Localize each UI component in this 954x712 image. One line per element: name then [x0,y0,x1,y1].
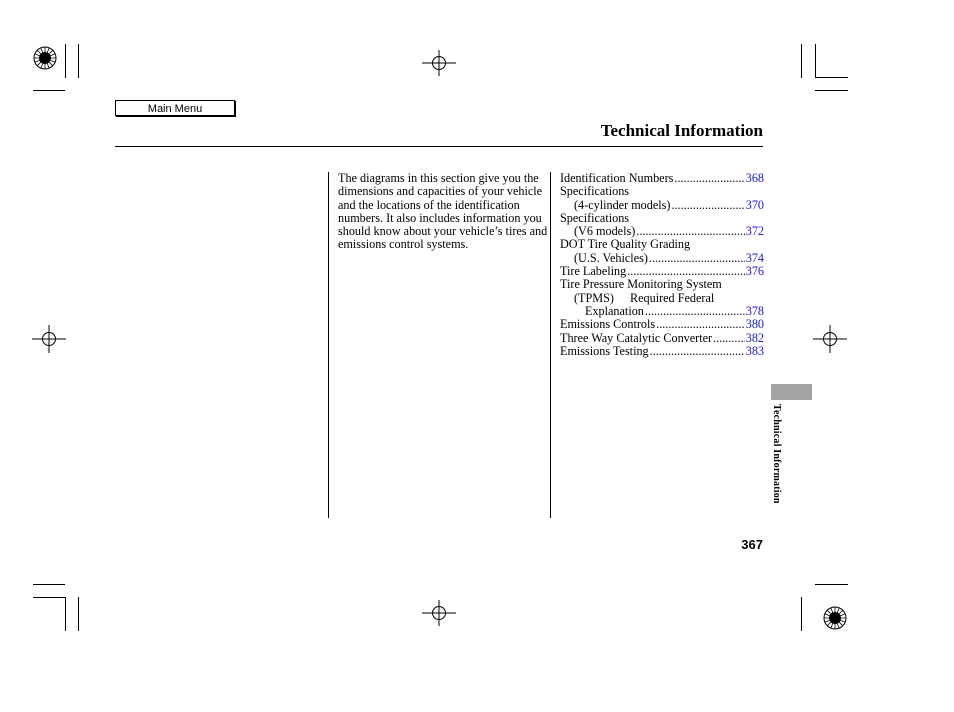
toc-entry-label: Tire Labeling [560,264,627,279]
toc-entry-label: Three Way Catalytic Converter [560,330,713,345]
toc-entry-label: Explanation [585,303,644,318]
toc-entry-label: (4-cylinder models) [574,197,671,212]
toc-entry-label: Specifications [560,210,630,225]
toc-entry-identification-numbers[interactable] [560,172,764,185]
toc-page-link[interactable]: 382 [745,330,764,345]
crop-line [78,597,79,631]
intro-paragraph: The diagrams in this section give you the dimensions and capacities of your vehicle and the locations of the identification numbers. It also includes information you should know about your vehicle’s tires and emissions control systems. [338,171,548,252]
column-divider [550,172,551,518]
registration-target-icon [823,606,847,630]
toc-page-link[interactable]: 383 [745,343,764,358]
toc-entry-dot-tire-quality-grading[interactable] [560,238,764,265]
page-number: 367 [741,537,763,552]
crop-line [33,90,65,91]
crosshair-icon [422,50,456,76]
toc-entry-label: Tire Pressure Monitoring System [560,277,722,292]
crop-line [33,597,65,598]
main-menu-button[interactable]: Main Menu [115,100,235,116]
crop-line [815,77,848,78]
leader-dots [645,305,745,318]
toc-entry-emissions-testing[interactable] [560,345,764,358]
crop-line [801,597,802,631]
table-of-contents [560,172,764,358]
crop-line [65,597,66,631]
crosshair-icon [32,325,66,353]
toc-entry-emissions-controls[interactable] [560,318,764,331]
header-rule [115,146,763,147]
toc-page-link[interactable]: 380 [745,317,764,332]
toc-page-link[interactable]: 376 [745,264,764,279]
toc-entry-label: DOT Tire Quality Grading [560,237,691,252]
toc-entry-label: Identification Numbers [560,171,674,185]
toc-entry-label: (U.S. Vehicles) [574,250,648,265]
crop-line [33,584,65,585]
section-tab [771,384,812,400]
toc-page-link[interactable]: 368 [745,171,764,185]
registration-target-icon [33,46,57,70]
toc-entry-label: Emissions Testing [560,343,649,358]
leader-dots [656,318,745,331]
crop-line [815,44,816,78]
leader-dots [713,332,745,345]
toc-entry-label: Specifications [560,184,630,199]
crop-line [65,44,66,78]
crosshair-icon [422,600,456,626]
toc-page-link[interactable]: 378 [745,303,764,318]
side-tab-label: Technical Information [771,404,782,504]
leader-dots [627,265,744,278]
toc-entry-label: Emissions Controls [560,317,656,332]
leader-dots [636,225,744,238]
crop-line [78,44,79,78]
leader-dots [650,345,745,358]
crop-line [815,584,848,585]
toc-page-link[interactable]: 370 [745,197,764,212]
toc-entry-specifications-v6[interactable] [560,212,764,239]
toc-entry-tpms[interactable] [560,278,764,318]
toc-page-link[interactable]: 374 [745,250,764,265]
column-divider [328,172,329,518]
leader-dots [674,172,744,185]
crosshair-icon [813,325,847,353]
toc-entry-three-way-catalytic-converter[interactable] [560,332,764,345]
toc-entry-tire-labeling[interactable] [560,265,764,278]
toc-entry-label: (TPMS) [574,290,614,305]
page-title: Technical Information [600,121,763,140]
crop-line [801,44,802,78]
leader-dots [671,199,744,212]
crop-line [815,90,848,91]
toc-entry-specifications-4cyl[interactable] [560,185,764,212]
toc-entry-label: Required Federal [629,290,715,305]
leader-dots [649,252,745,265]
toc-entry-label: (V6 models) [574,224,636,239]
toc-page-link[interactable]: 372 [745,224,764,239]
